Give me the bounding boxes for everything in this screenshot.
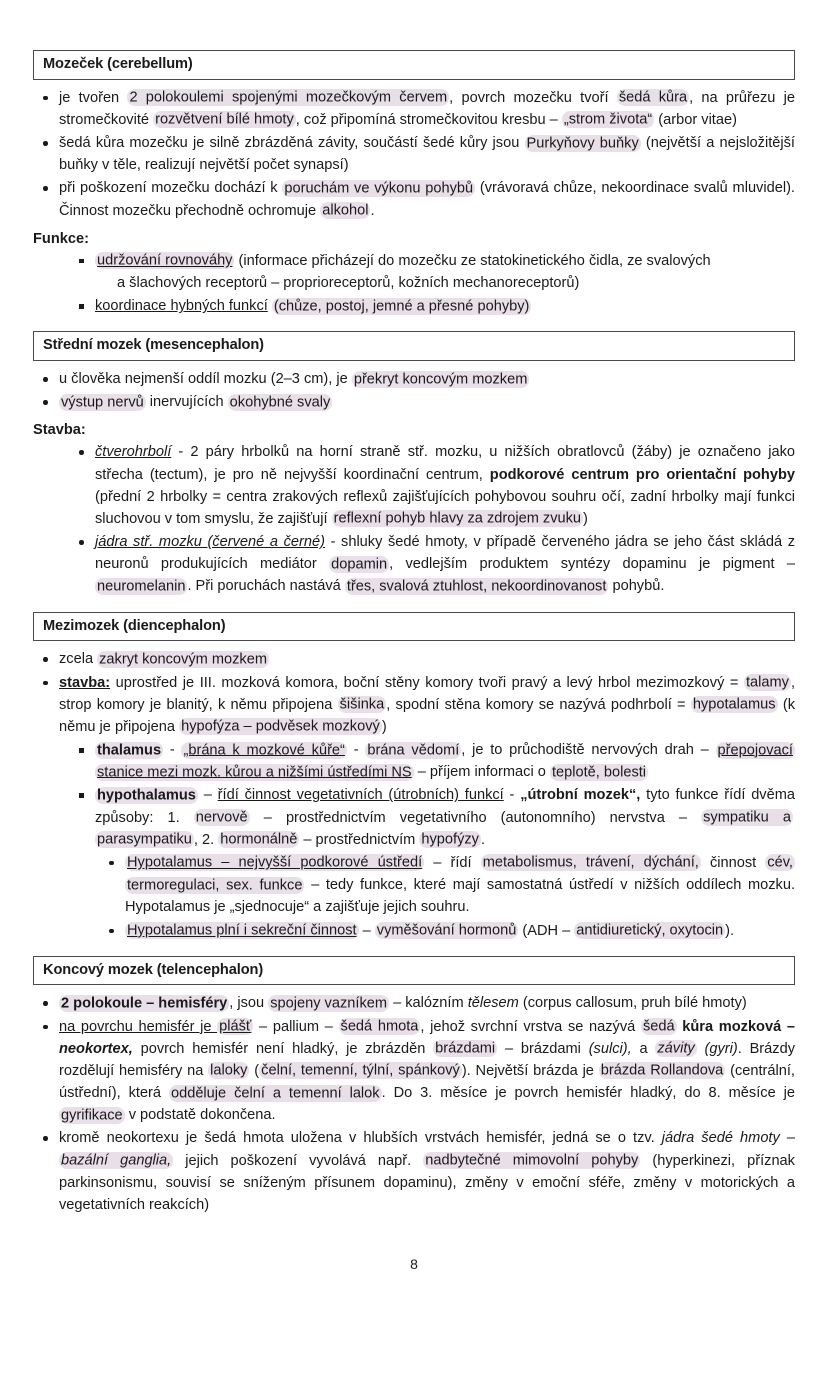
list-item: kromě neokortexu je šedá hmota uložena v hlubších vrstvách hemisfér, jedná se o tzv. jádra šedé hmoty – bazální ganglia, jejich poškození vyvolává např. nadbytečné mimovolní pohyby (hyperkinezi, příznak parkinsonismu, souvisí se sníženým přísunem dopaminu), změny v emoční sféře, změny v motorických a vegetativních reakcích) [33,1127,795,1216]
list-item: koordinace hybných funkcí (chůze, postoj, jemné a přesné pohyby) [65,295,795,317]
list-item: výstup nervů inervujících okohybné svaly [33,391,795,413]
diencephalon-bullet-list [33,648,795,738]
list-item: je tvořen 2 polokoulemi spojenými mozečkovým červem , povrch mozečku tvoří šedá kůra , na průřezu je stromečkovité rozvětvení bílé hmoty , což připomíná stromečkovitou kresbu – „strom života“ (arbor vitae) [33,87,795,131]
list-item: zcela zakryt koncovým mozkem [33,648,795,670]
mesencephalon-bullet-list [33,368,795,413]
list-item: při poškození mozečku dochází k poruchám ve výkonu pohybů (vrávoravá chůze, nekoordinace svalů mluvidel). Činnost mozečku přechodně ochromuje alkohol . [33,177,795,221]
section-header-mesencephalon [33,331,795,361]
list-item: hypothalamus – řídí činnost vegetativních (útrobních) funkcí - „útrobní mozek“, tyto funkce řídí dvěma způsoby: 1. nervově – prostřednictvím vegetativního (autonomního) nervstva – sympatiku a parasympatiku , 2. hormonálně – prostřednictvím hypofýzy . [65,784,795,851]
sublabel-stavba-mesencephalon: Stavba: [33,422,86,439]
diencephalon-sub-list [33,739,795,851]
telencephalon-bullet-list [33,992,795,1216]
list-item: Hypotalamus plní i sekreční činnost – vyměšování hormonů (ADH – antidiuretický, oxytocin ). [95,920,795,942]
cerebellum-bullet-list [33,87,795,222]
section-title: Střední mozek (mesencephalon) [43,337,264,354]
list-item: udržování rovnováhy (informace přicházejí do mozečku ze statokinetického čidla, ze svalových a šlachových receptorů – proprioreceptorů, kožních mechanoreceptorů) [65,250,795,294]
sublabel-funkce: Funkce: [33,230,89,247]
section-header-diencephalon [33,612,795,642]
list-item: u člověka nejmenší oddíl mozku (2–3 cm), je překryt koncovým mozkem [33,368,795,390]
list-item: 2 polokoule – hemisféry , jsou spojeny vazníkem – kalózním tělesem (corpus callosum, pruh bílé hmoty) [33,992,795,1014]
list-item: čtverohrbolí - 2 páry hrbolků na horní straně stř. mozku, u nižších obratlovců (žáby) je označeno jako střecha (tectum), je pro ně nejvyšší koordinační centrum, podkorové centrum pro orientační pohyby (přední 2 hrbolky = centra zrakových reflexů zajišťujících pohybovou souhru očí, zadní hrbolky mají funkci sluchovou v tom smyslu, že zajišťují reflexní pohyb hlavy za zdrojem zvuku ) [65,441,795,530]
list-item: na povrchu hemisfér je plášť – pallium – šedá hmota , jehož svrchní vrstva se nazývá šedá kůra mozková – neokortex, povrch hemisfér není hladký, je zbrázděn brázdami – brázdami (sulci), a závity (gyri). Brázdy rozdělují hemisféry na laloky ( čelní, temenní, týlní, spánkový ). Největší brázda je brázda Rollandova (centrální, ústřední), která odděluje čelní a temenní lalok . Do 3. měsíce je povrch hemisfér hladký, do 8. měsíce je gyrifikace v podstatě dokončena. [33,1016,795,1127]
section-header-telencephalon [33,956,795,986]
page-number: 8 [410,1256,418,1273]
list-item: jádra stř. mozku (červené a černé) - shluky šedé hmoty, v případě červeného jádra se jeho část skládá z neuronů produkujících mediátor dopamin , vedlejším produktem syntézy dopaminu je pigment – neuromelanin . Při poruchách nastává třes, svalová ztuhlost, nekoordinovanost pohybů. [65,531,795,598]
section-title: Mezimozek (diencephalon) [43,617,226,634]
list-item: thalamus - „brána k mozkové kůře“ - brána vědomí , je to průchodiště nervových drah – přepojovací stanice mezi mozk. kůrou a nižšími ústředími NS – příjem informaci o teplotě, bolesti [65,739,795,783]
list-item: stavba: uprostřed je III. mozková komora, boční stěny komory tvoři pravý a levý hrbol mezimozkový = talamy , strop komory je blanitý, k němu připojena šišinka , spodní stěna komory se nazývá podhrbolí = hypotalamus (k němu je připojena hypofýza – podvěsek mozkový ) [33,672,795,739]
section-title: Mozeček (cerebellum) [43,56,193,72]
section-title: Koncový mozek (telencephalon) [43,961,264,978]
list-item: šedá kůra mozečku je silně zbrázděná závity, součástí šedé kůry jsou Purkyňovy buňky (největší a nejsložitější buňky v těle, realizují největší počet synapsí) [33,132,795,176]
section-header-cerebellum [33,50,795,80]
mesencephalon-structure-list [33,441,795,597]
hypothalamus-detail-list [33,852,795,942]
list-item: Hypotalamus – nejvyšší podkorové ústředí – řídí metabolismus, trávení, dýchání, činnost cév, termoregulaci, sex. funkce – tedy funkce, které mají samostatná ústředí v nižších oddílech mozku. Hypotalamus je „sjednocuje“ a zajišťuje jejich souhru. [95,852,795,919]
cerebellum-function-list [33,250,795,318]
